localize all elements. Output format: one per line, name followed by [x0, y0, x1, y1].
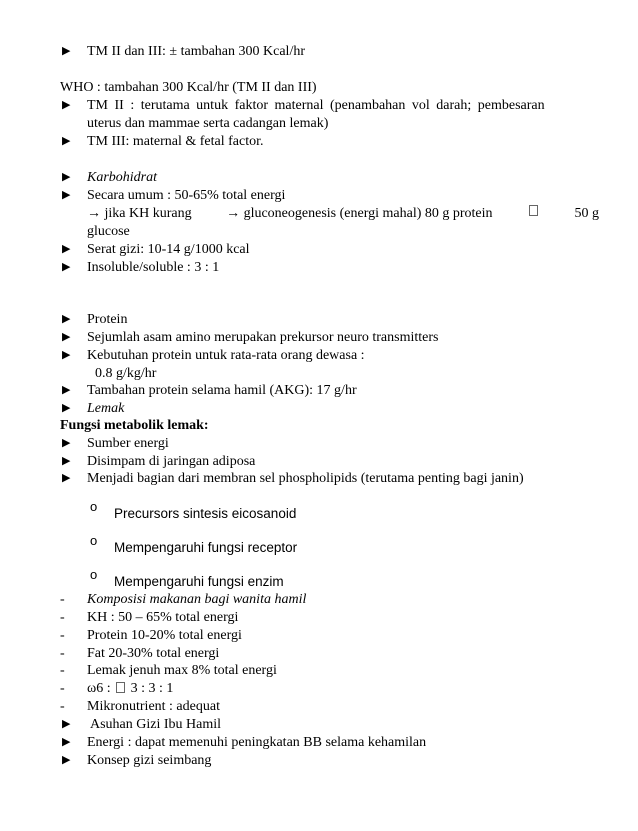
circle-bullet-icon: o [90, 533, 98, 548]
line-text: Kebutuhan protein untuk rata-rata orang dewasa : [87, 348, 365, 363]
arrow-bullet-icon: ▶ [62, 472, 71, 484]
line-text: Sumber energi [87, 436, 169, 451]
dash-bullet: - [60, 663, 65, 678]
line-text: Mempengaruhi fungsi receptor [114, 540, 298, 555]
line-text: KH : 50 – 65% total energi [87, 610, 239, 625]
line-text: Menjadi bagian dari membran sel phospholipids (terutama penting bagi janin) [87, 471, 524, 486]
line-text [87, 680, 173, 697]
line-text: Asuhan Gizi Ibu Hamil [90, 717, 222, 732]
line-text: Lemak jenuh max 8% total energi [87, 663, 277, 678]
line-text: Tambahan protein selama hamil (AKG): 17 g/hr [87, 383, 357, 398]
arrow-bullet-icon: ▶ [62, 736, 71, 748]
line-text: uterus dan mammae serta cadangan lemak) [87, 116, 329, 131]
arrow-bullet-icon: ▶ [62, 45, 71, 57]
line-text: TM III: maternal & fetal factor. [87, 134, 264, 149]
arrow-bullet-icon: ▶ [62, 402, 71, 414]
circle-bullet-icon: o [90, 499, 98, 514]
arrow-bullet-icon: ▶ [62, 754, 71, 766]
line-text: Serat gizi: 10-14 g/1000 kcal [87, 242, 250, 257]
arrow-bullet-icon: ▶ [62, 718, 71, 730]
line-text: glucose [87, 224, 130, 239]
line-text: Sejumlah asam amino merupakan prekursor neuro transmitters [87, 330, 439, 345]
circle-bullet-icon: o [90, 567, 98, 582]
dash-bullet: - [60, 628, 65, 643]
arrow-bullet-icon: ▶ [62, 349, 71, 361]
arrow-bullet-icon: ▶ [62, 261, 71, 273]
text-segment: → gluconeogenesis (energi mahal) 80 g protein [226, 206, 493, 221]
dash-bullet: - [60, 681, 65, 696]
arrow-bullet-icon: ▶ [62, 99, 71, 111]
line-text: WHO : tambahan 300 Kcal/hr (TM II dan III) [60, 80, 317, 95]
missing-glyph-icon [529, 205, 538, 216]
line-text [87, 205, 599, 222]
arrow-bullet-icon: ▶ [62, 135, 71, 147]
arrow-bullet-icon: ▶ [62, 171, 71, 183]
line-text: Precursors sintesis eicosanoid [114, 506, 297, 521]
line-text: 0.8 g/kg/hr [95, 366, 157, 381]
line-text: Komposisi makanan bagi wanita hamil [87, 592, 307, 607]
text-segment: 50 g [574, 206, 599, 221]
dash-bullet: - [60, 610, 65, 625]
dash-bullet: - [60, 592, 65, 607]
text-segment: ω6 : [87, 681, 111, 696]
arrow-bullet-icon: ▶ [62, 313, 71, 325]
line-text: Konsep gizi seimbang [87, 753, 212, 768]
arrow-bullet-icon: ▶ [62, 331, 71, 343]
line-text: TM II dan III: ± tambahan 300 Kcal/hr [87, 44, 305, 59]
arrow-bullet-icon: ▶ [62, 189, 71, 201]
dash-bullet: - [60, 646, 65, 661]
line-text: Mikronutrient : adequat [87, 699, 220, 714]
line-text: Lemak [87, 401, 125, 416]
line-text: Protein 10-20% total energi [87, 628, 242, 643]
arrow-bullet-icon: ▶ [62, 384, 71, 396]
line-text: Secara umum : 50-65% total energi [87, 188, 286, 203]
arrow-bullet-icon: ▶ [62, 437, 71, 449]
text-segment: → jika KH kurang [87, 206, 192, 221]
line-text: Disimpam di jaringan adiposa [87, 454, 256, 469]
line-text: TM II : terutama untuk faktor maternal (penambahan vol darah; pembesaran [87, 98, 545, 113]
arrow-bullet-icon: ▶ [62, 243, 71, 255]
line-text: Fat 20-30% total energi [87, 646, 220, 661]
line-text: Protein [87, 312, 128, 327]
missing-glyph-icon [116, 682, 125, 693]
line-text: Karbohidrat [87, 170, 158, 185]
line-text: Energi : dapat memenuhi peningkatan BB selama kehamilan [87, 735, 427, 750]
text-segment: 3 : 3 : 1 [130, 681, 174, 696]
line-text: Insoluble/soluble : 3 : 1 [87, 260, 220, 275]
arrow-bullet-icon: ▶ [62, 455, 71, 467]
line-text: Mempengaruhi fungsi enzim [114, 574, 284, 589]
dash-bullet: - [60, 699, 65, 714]
section-heading: Fungsi metabolik lemak: [60, 418, 209, 433]
